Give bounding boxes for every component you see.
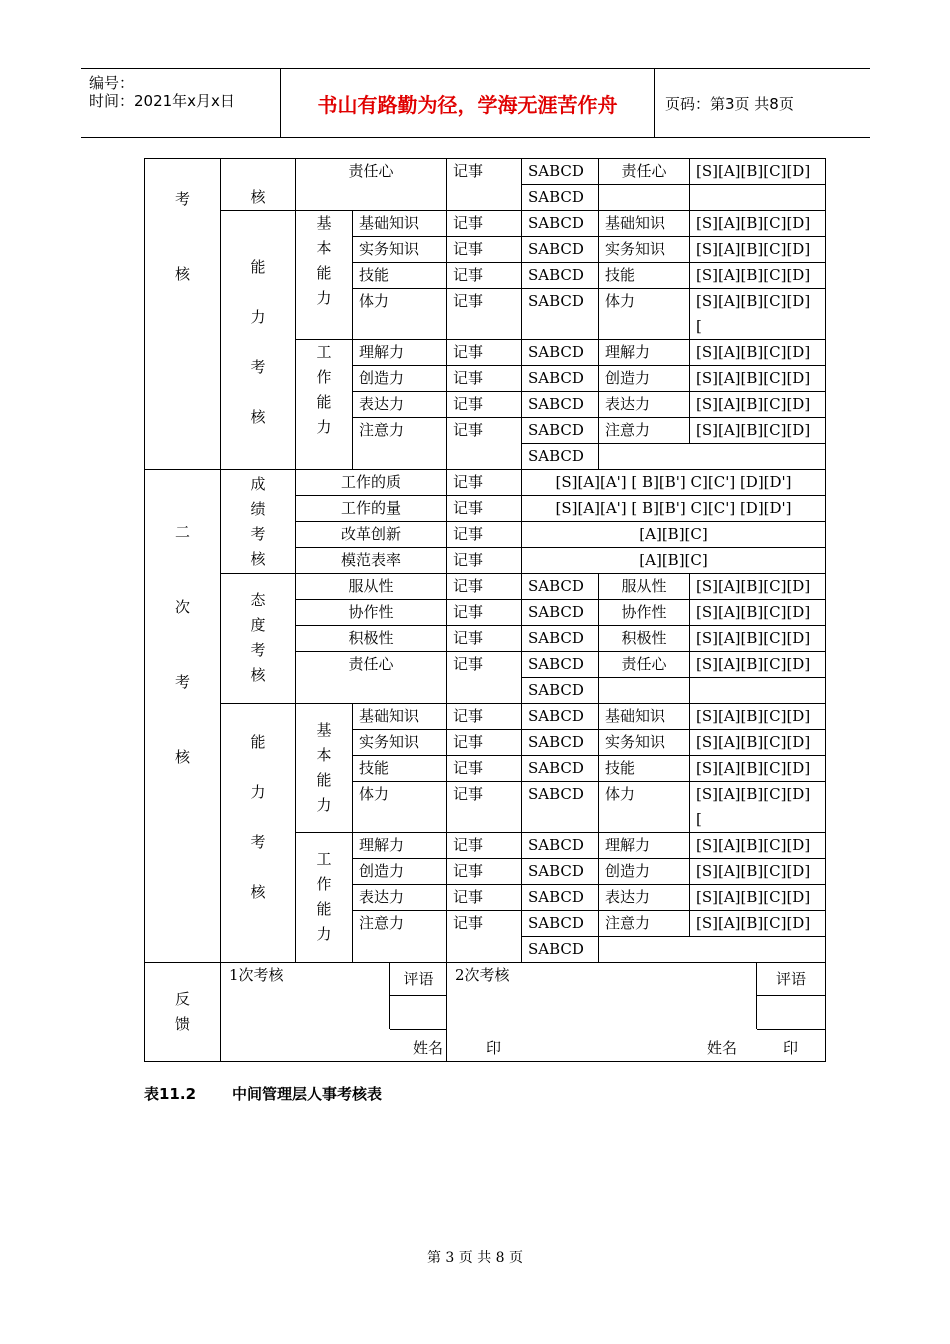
record-cell: 记事: [447, 782, 522, 833]
grade-cell: SABCD: [522, 392, 599, 418]
record-cell: 记事: [447, 574, 522, 600]
scale-cell: [S][A][B][C][D]: [690, 237, 826, 263]
work-ability-label: 工 作 能 力: [296, 340, 353, 470]
item-label: 体力: [599, 289, 690, 340]
comment-label: 评语: [390, 963, 447, 996]
work-ability-label: 工 作 能 力: [296, 833, 353, 963]
record-cell: 记事: [447, 911, 522, 963]
grade-cell: SABCD: [522, 911, 599, 937]
ability-label: 能 力 考 核: [221, 211, 296, 470]
scale-cell: [S][A][B][C][D]: [690, 626, 826, 652]
scale-cell: [S][A][B][C][D]: [690, 392, 826, 418]
scale-cell: [S][A][B][C][D]: [690, 756, 826, 782]
comment-box: [756, 963, 825, 1029]
item-label: 表达力: [599, 392, 690, 418]
record-cell: 记事: [447, 859, 522, 885]
page-footer: 第 3 页 共 8 页: [426, 1250, 524, 1266]
record-cell: 记事: [447, 833, 522, 859]
item-label: 注意力: [599, 418, 690, 444]
grade-cell: SABCD: [522, 418, 599, 444]
name-label: 姓名: [413, 1039, 444, 1057]
item-expression: 表达力: [353, 392, 447, 418]
item-label: 责任心: [599, 652, 690, 678]
record-cell: 记事: [447, 263, 522, 289]
item-label: 创造力: [599, 366, 690, 392]
section-1-label: 考 核: [145, 159, 221, 470]
grade-cell: SABCD: [522, 885, 599, 911]
record-cell: 记事: [447, 470, 522, 496]
record-cell: 记事: [447, 885, 522, 911]
grade-cell: SABCD: [522, 574, 599, 600]
page-header: [81, 68, 870, 138]
item-label: 服从性: [599, 574, 690, 600]
section-2-label: 二 次 考 核: [145, 470, 221, 963]
item-comprehension: 理解力: [353, 833, 447, 859]
empty-cell: [690, 185, 826, 211]
subsection-label: 核: [221, 159, 296, 211]
code-label: 编号：: [89, 74, 135, 92]
item-label: 创造力: [599, 859, 690, 885]
record-cell: 记事: [447, 626, 522, 652]
attitude-label: 态 度 考 核: [221, 574, 296, 704]
record-cell: 记事: [447, 522, 522, 548]
basic-ability-label: 基 本 能 力: [296, 211, 353, 340]
empty-cell: [599, 444, 826, 470]
item-basic-knowledge: 基础知识: [353, 211, 447, 237]
scale-cell: [S][A][B][C][D]: [690, 340, 826, 366]
assessment-table: [144, 158, 826, 1062]
item-label: 技能: [599, 756, 690, 782]
ability-label: 能 力 考 核: [221, 704, 296, 963]
scale-cell: [S][A][B][C][D]: [690, 574, 826, 600]
short-scale-cell: [A][B][C]: [522, 522, 826, 548]
grade-cell: SABCD: [522, 730, 599, 756]
record-cell: 记事: [447, 289, 522, 340]
grade-cell: SABCD: [522, 704, 599, 730]
grade-cell: SABCD: [522, 340, 599, 366]
feedback-row: [145, 963, 826, 1062]
scale-cell: [S][A][B][C][D]: [690, 159, 826, 185]
item-label: 理解力: [599, 340, 690, 366]
grade-cell: SABCD: [522, 159, 599, 185]
item-stamina: 体力: [353, 289, 447, 340]
table-row: [145, 574, 826, 600]
seal-label: 印: [486, 1039, 502, 1057]
extended-scale-cell: [S][A][A'] [ B][B'] C][C'] [D][D']: [522, 470, 826, 496]
item-label: 协作性: [599, 600, 690, 626]
extended-scale-cell: [S][A][A'] [ B][B'] C][C'] [D][D']: [522, 496, 826, 522]
scale-cell: [S][A][B][C][D]: [690, 263, 826, 289]
grade-cell: SABCD: [522, 211, 599, 237]
item-label: 理解力: [599, 833, 690, 859]
grade-cell: SABCD: [522, 444, 599, 470]
performance-label: 成 绩 考 核: [221, 470, 296, 574]
item-label: 责任心: [599, 159, 690, 185]
item-label: 注意力: [599, 911, 690, 937]
empty-cell: [690, 678, 826, 704]
table-caption: [144, 1083, 382, 1104]
item-creativity: 创造力: [353, 366, 447, 392]
caption-title: 中间管理层人事考核表: [232, 1085, 383, 1103]
item-label: 实务知识: [599, 730, 690, 756]
grade-cell: SABCD: [522, 937, 599, 963]
grade-cell: SABCD: [522, 289, 599, 340]
item-comprehension: 理解力: [353, 340, 447, 366]
item-obedience: 服从性: [296, 574, 447, 600]
grade-cell: SABCD: [522, 756, 599, 782]
grade-cell: SABCD: [522, 859, 599, 885]
item-practical-knowledge: 实务知识: [353, 730, 447, 756]
short-scale-cell: [A][B][C]: [522, 548, 826, 574]
record-cell: 记事: [447, 600, 522, 626]
item-initiative: 积极性: [296, 626, 447, 652]
item-expression: 表达力: [353, 885, 447, 911]
scale-cell: [S][A][B][C][D] [: [690, 289, 826, 340]
grade-cell: SABCD: [522, 833, 599, 859]
header-slogan: 书山有路勤为径，学海无涯苦作舟: [281, 69, 655, 137]
item-responsibility: 责任心: [296, 159, 447, 211]
item-label: 体力: [599, 782, 690, 833]
record-cell: 记事: [447, 496, 522, 522]
grade-cell: SABCD: [522, 263, 599, 289]
scale-cell: [S][A][B][C][D]: [690, 704, 826, 730]
item-creativity: 创造力: [353, 859, 447, 885]
record-cell: 记事: [447, 418, 522, 470]
item-stamina: 体力: [353, 782, 447, 833]
feedback-second: [447, 963, 826, 1062]
item-work-quality: 工作的质: [296, 470, 447, 496]
item-label: 基础知识: [599, 211, 690, 237]
first-review-label: 1次考核: [229, 966, 284, 984]
grade-cell: SABCD: [522, 600, 599, 626]
scale-cell: [S][A][B][C][D]: [690, 366, 826, 392]
item-basic-knowledge: 基础知识: [353, 704, 447, 730]
item-work-quantity: 工作的量: [296, 496, 447, 522]
empty-cell: [599, 937, 826, 963]
table-row: [145, 159, 826, 185]
record-cell: 记事: [447, 340, 522, 366]
item-cooperation: 协作性: [296, 600, 447, 626]
scale-cell: [S][A][B][C][D]: [690, 833, 826, 859]
grade-cell: SABCD: [522, 678, 599, 704]
grade-cell: SABCD: [522, 366, 599, 392]
item-label: 表达力: [599, 885, 690, 911]
item-innovation: 改革创新: [296, 522, 447, 548]
comment-field[interactable]: [757, 996, 825, 1030]
scale-cell: [S][A][B][C][D]: [690, 730, 826, 756]
scale-cell: [S][A][B][C][D]: [690, 859, 826, 885]
item-responsibility: 责任心: [296, 652, 447, 704]
item-attention: 注意力: [353, 911, 447, 963]
comment-label: 评语: [757, 963, 825, 996]
item-role-model: 模范表率: [296, 548, 447, 574]
record-cell: 记事: [447, 392, 522, 418]
grade-cell: SABCD: [522, 626, 599, 652]
record-cell: 记事: [447, 211, 522, 237]
record-cell: 记事: [447, 159, 522, 211]
scale-cell: [S][A][B][C][D]: [690, 885, 826, 911]
table-row: [145, 470, 826, 496]
grade-cell: SABCD: [522, 185, 599, 211]
item-skill: 技能: [353, 756, 447, 782]
scale-cell: [S][A][B][C][D] [: [690, 782, 826, 833]
item-label: 积极性: [599, 626, 690, 652]
comment-field[interactable]: [390, 996, 447, 1030]
second-review-label: 2次考核: [455, 966, 510, 984]
name-label: 姓名: [707, 1039, 738, 1057]
record-cell: 记事: [447, 652, 522, 704]
grade-cell: SABCD: [522, 652, 599, 678]
caption-number: 表11.2: [144, 1085, 197, 1103]
grade-cell: SABCD: [522, 237, 599, 263]
date-line: 时间：2021年x月x日: [89, 92, 235, 110]
scale-cell: [S][A][B][C][D]: [690, 211, 826, 237]
scale-cell: [S][A][B][C][D]: [690, 911, 826, 937]
record-cell: 记事: [447, 366, 522, 392]
empty-cell: [599, 678, 690, 704]
empty-cell: [599, 185, 690, 211]
item-label: 实务知识: [599, 237, 690, 263]
basic-ability-label: 基 本 能 力: [296, 704, 353, 833]
page-info: 页码：第3页 共8页: [665, 94, 794, 113]
record-cell: 记事: [447, 237, 522, 263]
table-row: [145, 211, 826, 237]
item-practical-knowledge: 实务知识: [353, 237, 447, 263]
scale-cell: [S][A][B][C][D]: [690, 652, 826, 678]
grade-cell: SABCD: [522, 782, 599, 833]
comment-box: [389, 963, 447, 1029]
scale-cell: [S][A][B][C][D]: [690, 418, 826, 444]
record-cell: 记事: [447, 548, 522, 574]
record-cell: 记事: [447, 756, 522, 782]
seal-label: 印: [783, 1039, 799, 1057]
record-cell: 记事: [447, 704, 522, 730]
item-skill: 技能: [353, 263, 447, 289]
scale-cell: [S][A][B][C][D]: [690, 600, 826, 626]
header-meta: [81, 69, 281, 137]
feedback-label: 反 馈: [145, 963, 221, 1062]
item-label: 基础知识: [599, 704, 690, 730]
item-attention: 注意力: [353, 418, 447, 470]
item-label: 技能: [599, 263, 690, 289]
table-row: [145, 704, 826, 730]
record-cell: 记事: [447, 730, 522, 756]
